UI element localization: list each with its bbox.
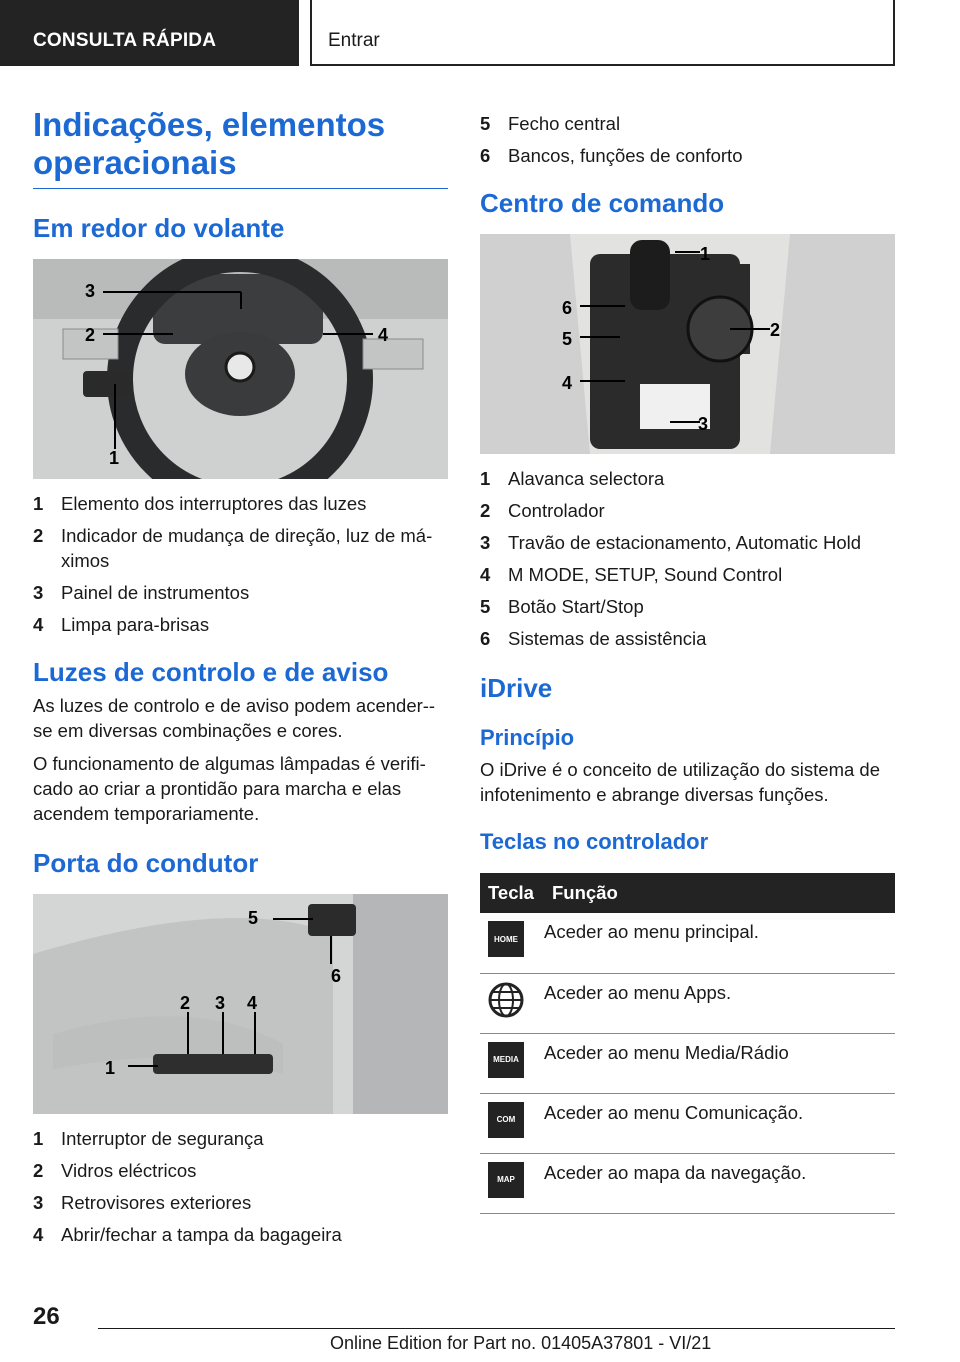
list-item: 4 M MODE, SETUP, Sound Control xyxy=(480,564,783,585)
svg-text:3: 3 xyxy=(698,414,709,434)
list-item: 4 Limpa para-brisas xyxy=(33,614,210,635)
table-header-row xyxy=(480,873,895,913)
svg-text:1: 1 xyxy=(109,448,120,468)
list-item: 5 Botão Start/Stop xyxy=(480,596,644,617)
section-tab[interactable]: CONSULTA RÁPIDA xyxy=(0,0,299,66)
list-item: 3 Painel de instrumentos xyxy=(33,582,250,603)
page-number: 26 xyxy=(33,1303,60,1330)
keys-heading: Teclas no controlador xyxy=(480,829,709,854)
left-column xyxy=(33,100,448,1254)
list-item: 2 Indicador de mudança de direção, luz de má-ximos xyxy=(33,525,433,571)
list-item: 5 Fecho central xyxy=(480,113,621,134)
list-item: 3 Travão de estacionamento, Automatic Hold xyxy=(480,532,862,553)
com-key-icon: COM xyxy=(488,1102,524,1138)
svg-text:3: 3 xyxy=(85,281,96,301)
driver-door-photo xyxy=(33,894,448,1114)
table-row xyxy=(480,1093,895,1153)
list-item: 1 Elemento dos interruptores das luzes xyxy=(33,493,367,514)
list-item: 2 Vidros eléctricos xyxy=(33,1160,197,1181)
svg-text:2: 2 xyxy=(770,320,781,340)
function-cell: Aceder ao mapa da navegação. xyxy=(544,1153,895,1213)
media-key-icon: MEDIA xyxy=(488,1042,524,1078)
svg-text:6: 6 xyxy=(331,966,342,986)
list-item: 1 Alavanca selectora xyxy=(480,468,665,489)
svg-text:5: 5 xyxy=(248,908,259,928)
warning-paragraph-2: O funcionamento de algumas lâmpadas é verifi-cado ao criar a prontidão para marcha e elas acendem temporariamente. xyxy=(33,753,426,824)
edition-footer: Online Edition for Part no. 01405A37801 - VI/21 xyxy=(330,1333,712,1353)
apps-globe-icon xyxy=(488,982,524,1018)
page-header xyxy=(0,0,960,66)
steering-wheel-photo xyxy=(33,259,448,479)
console-legend xyxy=(480,466,895,651)
list-item: 6 Bancos, funções de conforto xyxy=(480,145,743,166)
idrive-heading: iDrive xyxy=(480,673,553,703)
svg-text:5: 5 xyxy=(562,329,573,349)
table-row xyxy=(480,1033,895,1093)
footer-divider xyxy=(98,1328,895,1329)
svg-text:1: 1 xyxy=(105,1058,116,1078)
table-row xyxy=(480,913,895,973)
function-cell: Aceder ao menu principal. xyxy=(544,913,895,973)
warning-paragraph-1: As luzes de controlo e de aviso podem acender--se em diversas combinações e cores. xyxy=(33,695,436,741)
controller-keys-table xyxy=(480,873,895,1214)
table-row xyxy=(480,973,895,1033)
svg-text:3: 3 xyxy=(215,993,226,1013)
list-item: 2 Controlador xyxy=(480,500,605,521)
function-cell: Aceder ao menu Media/Rádio xyxy=(544,1033,895,1093)
table-row xyxy=(480,1153,895,1213)
svg-text:4: 4 xyxy=(562,373,573,393)
svg-text:2: 2 xyxy=(85,325,96,345)
list-item: 6 Sistemas de assistência xyxy=(480,628,707,649)
list-item: 3 Retrovisores exteriores xyxy=(33,1192,252,1213)
principle-heading: Princípio xyxy=(480,725,575,750)
steering-heading: Em redor do volante xyxy=(33,213,285,243)
center-console-photo xyxy=(480,234,895,454)
column-header-function: Função xyxy=(544,873,895,913)
page-title: Indicações, elementos operacionais xyxy=(33,106,448,189)
door-heading: Porta do condutor xyxy=(33,848,259,878)
console-heading: Centro de comando xyxy=(480,188,725,218)
svg-text:6: 6 xyxy=(562,298,573,318)
function-cell: Aceder ao menu Apps. xyxy=(544,973,895,1033)
chapter-tab[interactable]: Entrar xyxy=(310,0,895,66)
door-legend xyxy=(33,1126,448,1247)
steering-legend xyxy=(33,491,448,637)
column-header-key: Tecla xyxy=(480,873,544,913)
warning-heading: Luzes de controlo e de aviso xyxy=(33,657,389,687)
list-item: 4 Abrir/fechar a tampa da bagageira xyxy=(33,1224,342,1245)
function-cell: Aceder ao menu Comunicação. xyxy=(544,1093,895,1153)
svg-text:2: 2 xyxy=(180,993,191,1013)
svg-text:1: 1 xyxy=(700,244,711,264)
svg-text:4: 4 xyxy=(378,325,389,345)
svg-text:4: 4 xyxy=(247,993,258,1013)
map-key-icon: MAP xyxy=(488,1162,524,1198)
principle-paragraph: O iDrive é o conceito de utilização do sistema de infotenimento e abrange diversas funções. xyxy=(480,759,881,805)
right-column xyxy=(480,111,895,1214)
door-legend-continued xyxy=(480,111,895,168)
home-key-icon: HOME xyxy=(488,921,524,957)
list-item: 1 Interruptor de segurança xyxy=(33,1128,264,1149)
